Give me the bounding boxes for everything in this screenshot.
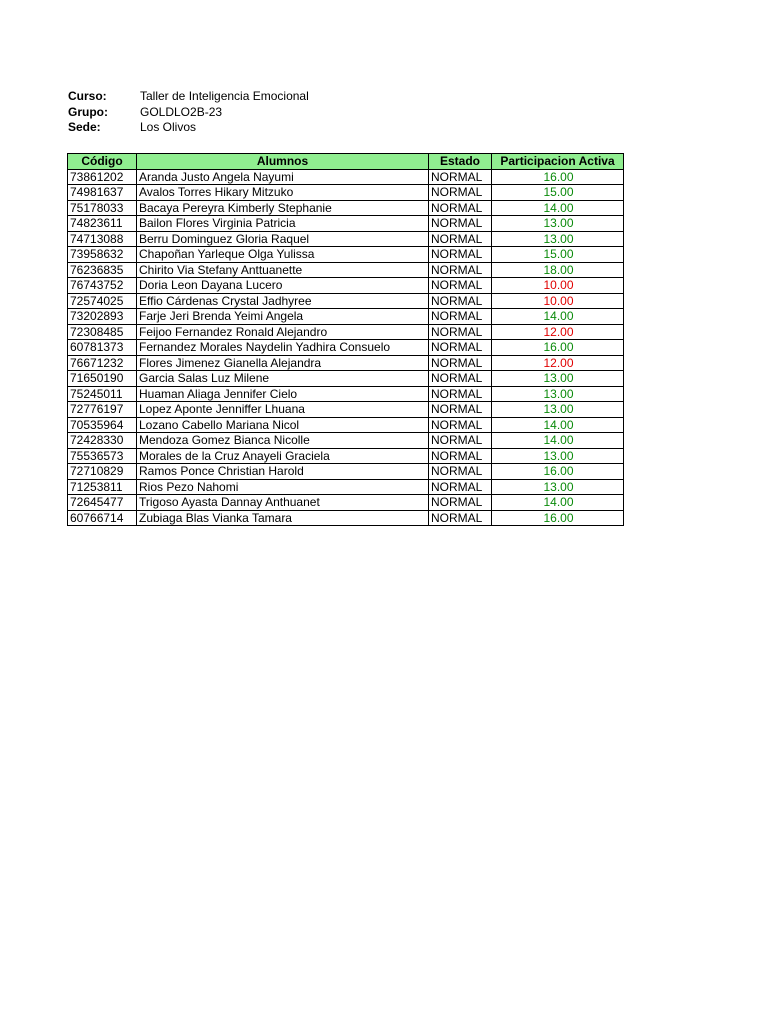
students-table bbox=[67, 153, 624, 526]
cell-participacion: 14.00 bbox=[492, 433, 624, 449]
cell-estado: NORMAL bbox=[429, 278, 492, 294]
cell-codigo: 72574025 bbox=[68, 293, 137, 309]
cell-codigo: 75245011 bbox=[68, 386, 137, 402]
cell-alumno: Bacaya Pereyra Kimberly Stephanie bbox=[137, 200, 429, 216]
table-row bbox=[68, 185, 624, 201]
table-header-row bbox=[68, 154, 624, 170]
campus-row bbox=[68, 120, 309, 136]
cell-estado: NORMAL bbox=[429, 417, 492, 433]
cell-alumno: Morales de la Cruz Anayeli Graciela bbox=[137, 448, 429, 464]
cell-estado: NORMAL bbox=[429, 479, 492, 495]
cell-participacion: 16.00 bbox=[492, 340, 624, 356]
table-row bbox=[68, 247, 624, 263]
table-row bbox=[68, 417, 624, 433]
header-participacion: Participacion Activa bbox=[492, 154, 624, 170]
group-label: Grupo: bbox=[68, 104, 108, 119]
cell-codigo: 73958632 bbox=[68, 247, 137, 263]
cell-estado: NORMAL bbox=[429, 200, 492, 216]
cell-codigo: 73861202 bbox=[68, 169, 137, 185]
cell-codigo: 72308485 bbox=[68, 324, 137, 340]
cell-alumno: Mendoza Gomez Bianca Nicolle bbox=[137, 433, 429, 449]
cell-codigo: 75178033 bbox=[68, 200, 137, 216]
cell-estado: NORMAL bbox=[429, 402, 492, 418]
cell-codigo: 71253811 bbox=[68, 479, 137, 495]
cell-participacion: 13.00 bbox=[492, 231, 624, 247]
table-row bbox=[68, 386, 624, 402]
cell-participacion: 16.00 bbox=[492, 169, 624, 185]
table-row bbox=[68, 278, 624, 294]
cell-alumno: Chirito Via Stefany Anttuanette bbox=[137, 262, 429, 278]
cell-participacion: 14.00 bbox=[492, 417, 624, 433]
cell-estado: NORMAL bbox=[429, 185, 492, 201]
table-row bbox=[68, 324, 624, 340]
cell-alumno: Zubiaga Blas Vianka Tamara bbox=[137, 510, 429, 526]
cell-participacion: 12.00 bbox=[492, 355, 624, 371]
cell-estado: NORMAL bbox=[429, 216, 492, 232]
cell-codigo: 73202893 bbox=[68, 309, 137, 325]
course-row bbox=[68, 89, 309, 105]
cell-participacion: 13.00 bbox=[492, 371, 624, 387]
table-row bbox=[68, 293, 624, 309]
cell-codigo: 70535964 bbox=[68, 417, 137, 433]
cell-alumno: Avalos Torres Hikary Mitzuko bbox=[137, 185, 429, 201]
table-row bbox=[68, 479, 624, 495]
cell-estado: NORMAL bbox=[429, 355, 492, 371]
cell-codigo: 71650190 bbox=[68, 371, 137, 387]
cell-participacion: 14.00 bbox=[492, 200, 624, 216]
header-alumnos: Alumnos bbox=[137, 154, 429, 170]
cell-estado: NORMAL bbox=[429, 433, 492, 449]
table-row bbox=[68, 402, 624, 418]
group-value: GOLDLO2B-23 bbox=[140, 104, 223, 119]
cell-alumno: Feijoo Fernandez Ronald Alejandro bbox=[137, 324, 429, 340]
header-estado: Estado bbox=[429, 154, 492, 170]
cell-participacion: 14.00 bbox=[492, 309, 624, 325]
cell-participacion: 13.00 bbox=[492, 402, 624, 418]
cell-estado: NORMAL bbox=[429, 386, 492, 402]
cell-estado: NORMAL bbox=[429, 247, 492, 263]
cell-codigo: 75536573 bbox=[68, 448, 137, 464]
cell-codigo: 76743752 bbox=[68, 278, 137, 294]
table-row bbox=[68, 510, 624, 526]
cell-codigo: 72710829 bbox=[68, 464, 137, 480]
cell-codigo: 60766714 bbox=[68, 510, 137, 526]
table-row bbox=[68, 231, 624, 247]
cell-participacion: 10.00 bbox=[492, 293, 624, 309]
cell-codigo: 72428330 bbox=[68, 433, 137, 449]
cell-estado: NORMAL bbox=[429, 231, 492, 247]
cell-alumno: Fernandez Morales Naydelin Yadhira Consuelo bbox=[137, 340, 429, 356]
cell-participacion: 18.00 bbox=[492, 262, 624, 278]
cell-participacion: 13.00 bbox=[492, 479, 624, 495]
cell-estado: NORMAL bbox=[429, 340, 492, 356]
cell-alumno: Effio Cárdenas Crystal Jadhyree bbox=[137, 293, 429, 309]
table-row bbox=[68, 340, 624, 356]
cell-codigo: 76236835 bbox=[68, 262, 137, 278]
cell-estado: NORMAL bbox=[429, 371, 492, 387]
group-row bbox=[68, 105, 309, 121]
cell-codigo: 72645477 bbox=[68, 495, 137, 511]
table-row bbox=[68, 169, 624, 185]
table-row bbox=[68, 309, 624, 325]
cell-alumno: Lopez Aponte Jenniffer Lhuana bbox=[137, 402, 429, 418]
cell-alumno: Ramos Ponce Christian Harold bbox=[137, 464, 429, 480]
cell-participacion: 12.00 bbox=[492, 324, 624, 340]
course-info bbox=[68, 89, 309, 136]
cell-participacion: 10.00 bbox=[492, 278, 624, 294]
cell-alumno: Trigoso Ayasta Dannay Anthuanet bbox=[137, 495, 429, 511]
course-label: Curso: bbox=[68, 89, 107, 103]
cell-estado: NORMAL bbox=[429, 324, 492, 340]
cell-alumno: Lozano Cabello Mariana Nicol bbox=[137, 417, 429, 433]
cell-codigo: 60781373 bbox=[68, 340, 137, 356]
cell-codigo: 74823611 bbox=[68, 216, 137, 232]
cell-estado: NORMAL bbox=[429, 448, 492, 464]
table-row bbox=[68, 495, 624, 511]
cell-participacion: 13.00 bbox=[492, 386, 624, 402]
cell-estado: NORMAL bbox=[429, 495, 492, 511]
cell-alumno: Aranda Justo Angela Nayumi bbox=[137, 169, 429, 185]
table-row bbox=[68, 216, 624, 232]
table-row bbox=[68, 448, 624, 464]
cell-participacion: 15.00 bbox=[492, 185, 624, 201]
table-row bbox=[68, 433, 624, 449]
table-body bbox=[68, 169, 624, 526]
cell-alumno: Garcia Salas Luz Milene bbox=[137, 371, 429, 387]
cell-codigo: 72776197 bbox=[68, 402, 137, 418]
cell-estado: NORMAL bbox=[429, 464, 492, 480]
table-row bbox=[68, 200, 624, 216]
cell-estado: NORMAL bbox=[429, 293, 492, 309]
course-value: Taller de Inteligencia Emocional bbox=[140, 89, 309, 103]
cell-participacion: 16.00 bbox=[492, 510, 624, 526]
cell-alumno: Chapoñan Yarleque Olga Yulissa bbox=[137, 247, 429, 263]
cell-estado: NORMAL bbox=[429, 169, 492, 185]
cell-alumno: Doria Leon Dayana Lucero bbox=[137, 278, 429, 294]
table-row bbox=[68, 464, 624, 480]
cell-participacion: 14.00 bbox=[492, 495, 624, 511]
cell-alumno: Huaman Aliaga Jennifer Cielo bbox=[137, 386, 429, 402]
cell-estado: NORMAL bbox=[429, 262, 492, 278]
cell-alumno: Rios Pezo Nahomi bbox=[137, 479, 429, 495]
cell-alumno: Farje Jeri Brenda Yeimi Angela bbox=[137, 309, 429, 325]
cell-codigo: 74981637 bbox=[68, 185, 137, 201]
cell-participacion: 13.00 bbox=[492, 448, 624, 464]
cell-alumno: Bailon Flores Virginia Patricia bbox=[137, 216, 429, 232]
campus-label: Sede: bbox=[68, 120, 101, 134]
cell-participacion: 15.00 bbox=[492, 247, 624, 263]
cell-participacion: 13.00 bbox=[492, 216, 624, 232]
header-codigo: Código bbox=[68, 154, 137, 170]
cell-estado: NORMAL bbox=[429, 510, 492, 526]
table-row bbox=[68, 262, 624, 278]
cell-codigo: 76671232 bbox=[68, 355, 137, 371]
campus-value: Los Olivos bbox=[140, 120, 197, 134]
cell-codigo: 74713088 bbox=[68, 231, 137, 247]
cell-alumno: Berru Dominguez Gloria Raquel bbox=[137, 231, 429, 247]
table-row bbox=[68, 355, 624, 371]
cell-alumno: Flores Jimenez Gianella Alejandra bbox=[137, 355, 429, 371]
cell-estado: NORMAL bbox=[429, 309, 492, 325]
table-row bbox=[68, 371, 624, 387]
cell-participacion: 16.00 bbox=[492, 464, 624, 480]
